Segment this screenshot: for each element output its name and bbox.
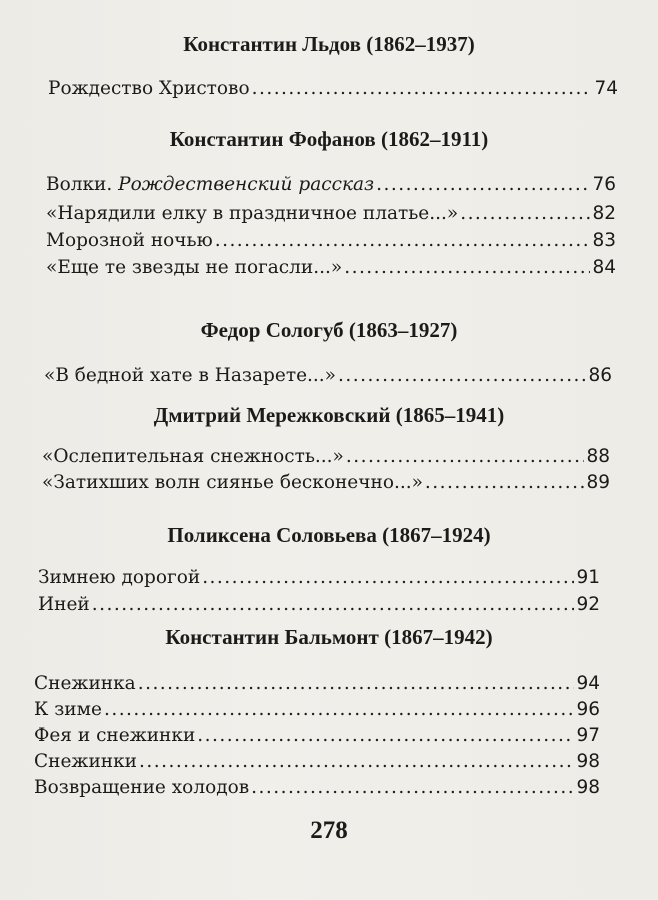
leader-dots (338, 363, 586, 389)
entry-title: «Нарядили елку в праздничное платье...» (46, 203, 459, 224)
entry-page-number: 83 (592, 230, 616, 251)
leader-dots (252, 76, 593, 102)
toc-entry (34, 775, 600, 801)
leader-dots (139, 749, 574, 775)
toc-entry (46, 255, 616, 281)
entry-title: Снежинки (34, 751, 138, 772)
toc-entry (34, 723, 600, 749)
entry-title: Иней (38, 594, 90, 615)
author-heading: Константин Льдов (1862–1937) (183, 32, 475, 56)
entry-page-number: 98 (576, 751, 600, 772)
leader-dots (138, 671, 575, 697)
author-heading: Дмитрий Мережковский (1865–1941) (153, 403, 505, 427)
leader-dots (202, 565, 574, 591)
entry-title: К зиме (34, 699, 102, 720)
entry-title: «В бедной хате в Назарете...» (44, 365, 336, 386)
leader-dots (197, 723, 574, 749)
toc-entry (46, 201, 616, 227)
toc-entry (46, 172, 616, 198)
toc-entry (42, 470, 610, 496)
entry-page-number: 86 (588, 365, 612, 386)
author-heading: Константин Фофанов (1862–1911) (169, 127, 489, 151)
toc-entry (46, 228, 616, 254)
entry-title: Возвращение холодов (34, 777, 250, 798)
toc-entry (34, 697, 600, 723)
entry-title: «Еще те звезды не погасли...» (46, 257, 343, 278)
entry-page-number: 89 (586, 472, 610, 493)
entry-page-number: 84 (592, 257, 616, 278)
leader-dots (460, 201, 590, 227)
toc-entry (48, 76, 618, 102)
toc-entry (34, 749, 600, 775)
leader-dots (251, 775, 574, 801)
entry-title: «Ослепительная снежность...» (42, 446, 344, 467)
toc-entry (44, 363, 612, 389)
entry-page-number: 88 (586, 446, 610, 467)
author-heading: Федор Сологуб (1863–1927) (200, 318, 458, 342)
leader-dots (92, 592, 575, 618)
author-heading: Поликсена Соловьева (1867–1924) (167, 523, 491, 547)
toc-entry (42, 444, 610, 470)
entry-page-number: 97 (576, 725, 600, 746)
leader-dots (104, 697, 574, 723)
toc-entry (38, 592, 600, 618)
toc-entry (38, 565, 600, 591)
entry-page-number: 96 (576, 699, 600, 720)
leader-dots (215, 228, 591, 254)
page-number-footer: 278 (310, 817, 348, 844)
author-heading: Константин Бальмонт (1867–1942) (165, 625, 493, 649)
leader-dots (376, 172, 590, 198)
entry-title: Фея и снежинки (34, 725, 196, 746)
entry-page-number: 98 (576, 777, 600, 798)
entry-title-italic: Рождественский рассказ (118, 174, 375, 195)
entry-title: Рождество Христово (48, 78, 250, 99)
entry-title-plain: Волки. (46, 174, 119, 195)
leader-dots (425, 470, 585, 496)
toc-entry (34, 671, 600, 697)
entry-title: Снежинка (34, 673, 136, 694)
entry-title (46, 172, 374, 198)
entry-page-number: 94 (576, 673, 600, 694)
entry-page-number: 76 (592, 174, 616, 195)
entry-page-number: 91 (576, 567, 600, 588)
leader-dots (346, 444, 585, 470)
leader-dots (344, 255, 590, 281)
entry-title: Зимнею дорогой (38, 567, 201, 588)
entry-page-number: 82 (592, 203, 616, 224)
entry-title: «Затихших волн сиянье бесконечно...» (42, 472, 423, 493)
entry-page-number: 92 (576, 594, 600, 615)
entry-page-number: 74 (594, 78, 618, 99)
entry-title: Морозной ночью (46, 230, 213, 251)
